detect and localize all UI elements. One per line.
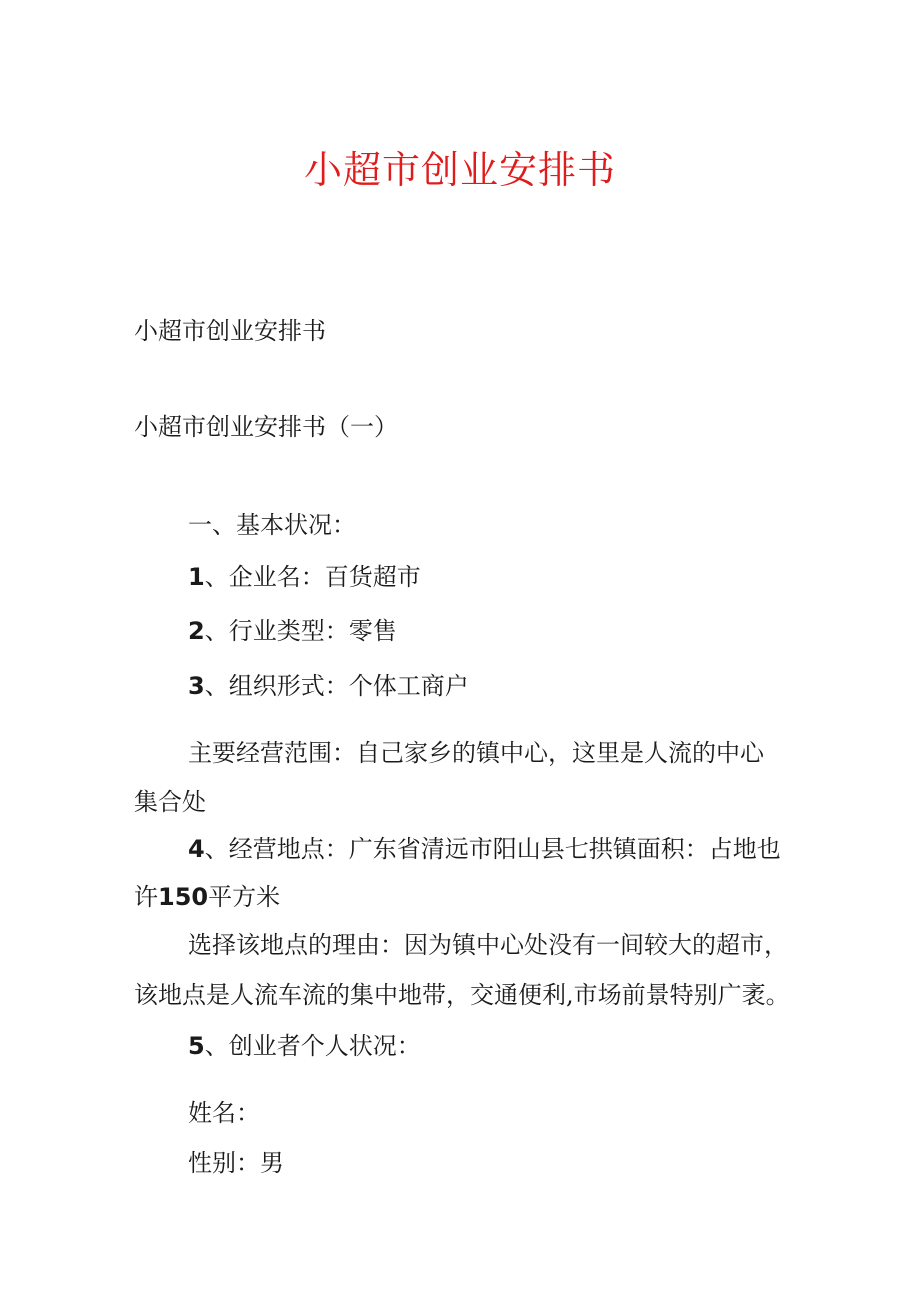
- reason-line-1: 选择该地点的理由：因为镇中心处没有一间较大的超市，: [188, 931, 788, 959]
- item-industry-type: [188, 614, 397, 648]
- name-label: 姓名：: [188, 1099, 260, 1127]
- scope-line-2: 集合处: [134, 788, 206, 816]
- area-prefix: 许: [134, 883, 158, 911]
- item-number: 3: [188, 672, 205, 700]
- item-number: 4: [188, 835, 205, 863]
- document-title: 小超市创业安排书: [303, 148, 616, 192]
- item-number: 5: [188, 1032, 205, 1060]
- gender-line: 性别：男: [188, 1149, 284, 1177]
- item-org-form: [188, 669, 469, 703]
- item-number: 1: [188, 563, 205, 591]
- item-text: 、行业类型：零售: [204, 617, 397, 645]
- subtitle: 小超市创业安排书: [134, 317, 326, 345]
- item-number: 2: [188, 617, 205, 645]
- item-founder-status: [188, 1029, 421, 1063]
- item-company-name: [188, 560, 421, 594]
- heading-basic-status: 一、基本状况：: [188, 511, 356, 539]
- location-text: 、经营地点：广东省清远市阳山县七拱镇面积：占地也: [204, 835, 781, 863]
- location-line-1: [188, 832, 781, 866]
- location-line-2: [134, 880, 280, 914]
- item-text: 、组织形式：个体工商户: [204, 672, 469, 700]
- section-title: 小超市创业安排书（一）: [134, 413, 398, 441]
- area-suffix: 平方米: [208, 883, 281, 911]
- scope-line-1: 主要经营范围：自己家乡的镇中心，这里是人流的中心: [188, 739, 764, 767]
- item-text: 、创业者个人状况：: [204, 1032, 421, 1060]
- area-number: 150: [158, 883, 209, 911]
- item-text: 、企业名：百货超市: [204, 563, 421, 591]
- reason-line-2: 该地点是人流车流的集中地带，交通便利,市场前景特别广袤。: [134, 981, 790, 1009]
